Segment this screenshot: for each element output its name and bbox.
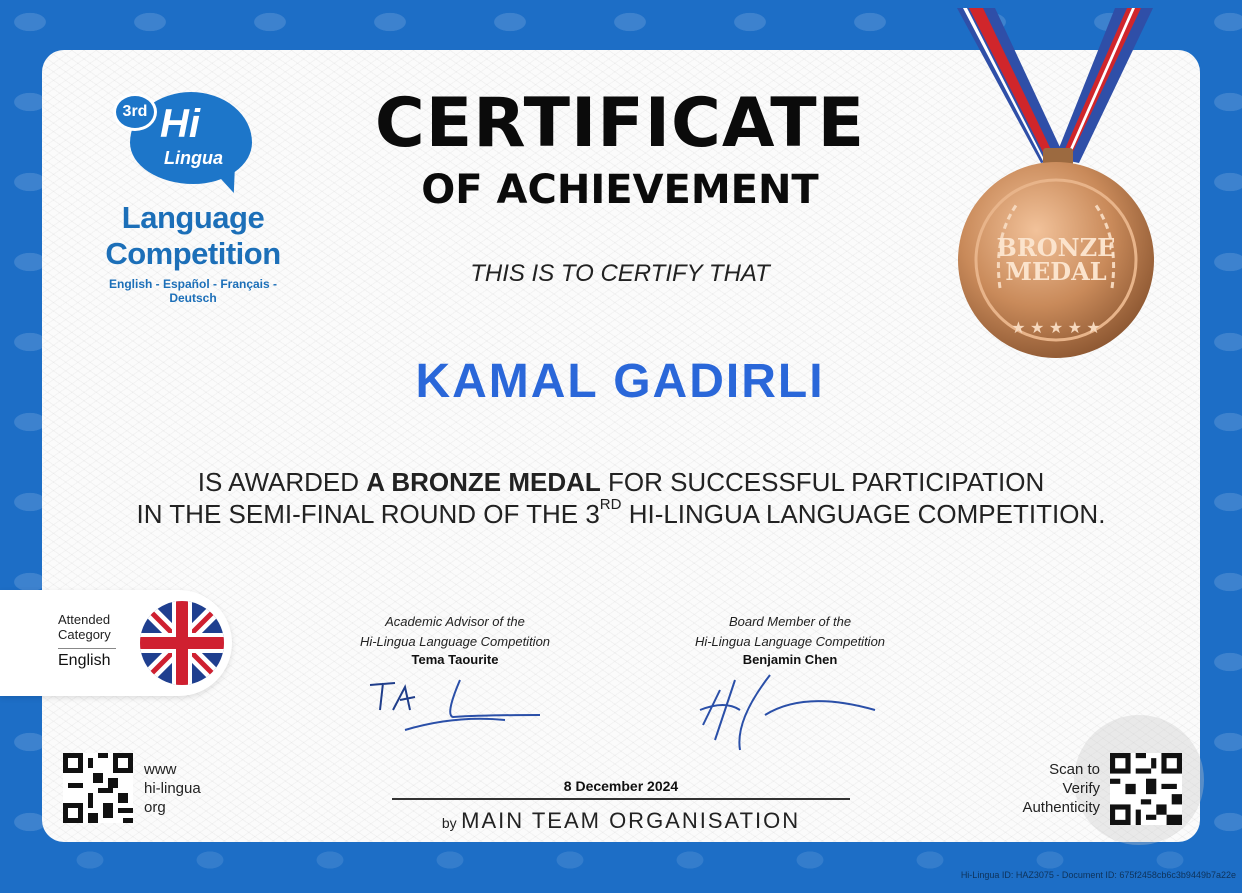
verify-qr-code-icon[interactable] bbox=[1110, 753, 1182, 825]
logo-lingua-text: Lingua bbox=[164, 148, 223, 168]
website-line-1: www bbox=[144, 761, 177, 778]
signature-1 bbox=[365, 675, 545, 745]
medal-line-1: BRONZE bbox=[996, 233, 1116, 262]
award-line2-post: HI-LINGUA LANGUAGE COMPETITION. bbox=[621, 499, 1106, 529]
signatory-1-role-2: Hi-Lingua Language Competition bbox=[359, 634, 551, 649]
uk-flag-icon bbox=[139, 600, 225, 686]
logo-line-2: Competition bbox=[105, 236, 281, 271]
award-medal: A BRONZE MEDAL bbox=[366, 467, 601, 497]
medal-line-2: MEDAL bbox=[1005, 257, 1107, 286]
award-line-2 bbox=[80, 498, 1162, 530]
attended-category-value: English bbox=[58, 652, 111, 669]
recipient-name: KAMAL GADIRLI bbox=[415, 355, 825, 408]
verify-line-3: Authenticity bbox=[1022, 799, 1100, 816]
website-qr-code-icon[interactable] bbox=[63, 753, 133, 823]
certificate-subtitle: OF ACHIEVEMENT bbox=[421, 167, 819, 213]
bronze-medal-icon bbox=[955, 8, 1160, 368]
logo-hi-text: Hi bbox=[160, 102, 200, 146]
award-line2-pre: IN THE SEMI-FINAL ROUND OF THE 3 bbox=[136, 499, 600, 529]
logo-ordinal-badge: 3rd bbox=[113, 93, 157, 131]
category-divider bbox=[58, 648, 116, 649]
organiser-line bbox=[392, 808, 850, 834]
award-line-1 bbox=[80, 466, 1162, 498]
website-line-2: hi-lingua bbox=[144, 780, 201, 797]
organiser-name: MAIN TEAM ORGANISATION bbox=[461, 808, 801, 833]
award-post: FOR SUCCESSFUL PARTICIPATION bbox=[600, 467, 1045, 497]
attended-category-label: Attended Category bbox=[58, 612, 111, 642]
signature-2 bbox=[695, 670, 885, 755]
signatory-2 bbox=[675, 612, 905, 667]
website-text bbox=[144, 760, 201, 817]
signatory-1-role-1: Academic Advisor of the bbox=[385, 614, 525, 629]
award-pre: IS AWARDED bbox=[197, 467, 367, 497]
organiser-by: by bbox=[441, 815, 457, 831]
signatory-1-name: Tema Taourite bbox=[411, 652, 499, 667]
verify-line-1: Scan to bbox=[1049, 761, 1100, 778]
date-divider bbox=[392, 798, 850, 800]
logo-languages: English - Español - Français - Deutsch bbox=[108, 277, 278, 305]
website-line-3: org bbox=[144, 799, 166, 816]
signatory-2-role-2: Hi-Lingua Language Competition bbox=[694, 634, 886, 649]
signatory-1 bbox=[340, 612, 570, 667]
certify-line: THIS IS TO CERTIFY THAT bbox=[470, 260, 770, 287]
verify-line-2: Verify bbox=[1062, 780, 1100, 797]
signatory-2-name: Benjamin Chen bbox=[742, 652, 838, 667]
award-line2-sup: RD bbox=[599, 496, 622, 513]
award-date: 8 December 2024 bbox=[563, 778, 679, 794]
logo-wordmark bbox=[93, 200, 293, 272]
verify-text bbox=[990, 760, 1100, 817]
medal-stars: ★ ★ ★ ★ ★ bbox=[1011, 320, 1101, 337]
signatory-2-role-1: Board Member of the bbox=[728, 614, 852, 629]
award-statement bbox=[80, 466, 1162, 530]
certificate-title: CERTIFICATE bbox=[374, 84, 866, 163]
logo-line-1: Language bbox=[121, 200, 265, 235]
document-ids: Hi-Lingua ID: HAZ3075 - Document ID: 675f2458cb6c3b9449b7a22e bbox=[960, 870, 1236, 880]
